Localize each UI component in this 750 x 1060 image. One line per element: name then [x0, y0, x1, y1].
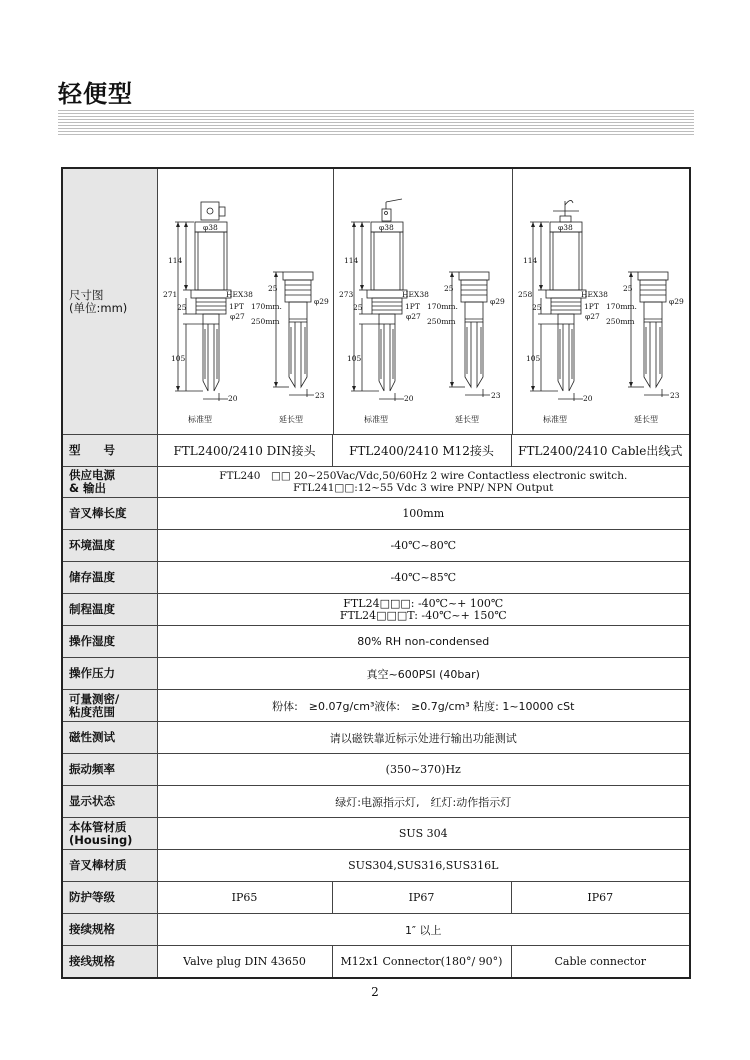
row-label: 制程温度	[62, 594, 157, 626]
model-cell: FTL2400/2410 M12接头	[332, 435, 511, 467]
dim-1pt: 1PT	[228, 302, 244, 311]
dim-width-20: 20	[403, 394, 414, 403]
head-m12	[382, 199, 402, 221]
row-value	[157, 467, 690, 498]
row-ambient-temp	[62, 530, 690, 562]
process-line-1: FTL24□□□: -40℃~+ 100℃	[343, 596, 504, 610]
page-title: 轻便型	[58, 80, 133, 108]
power-line-2: FTL241□□:12~55 Vdc 3 wire PNP/ NPN Output	[293, 482, 554, 494]
model-cell: FTL2400/2410 Cable出线式	[511, 435, 690, 467]
dim-diameter-29: φ29	[668, 297, 684, 306]
dim-diameter-29: φ29	[313, 297, 329, 306]
dim-diameter-27: φ27	[584, 312, 600, 321]
dim-1pt: 1PT	[583, 302, 599, 311]
page-number: 2	[371, 985, 379, 999]
row-label: 接线规格	[62, 946, 157, 978]
row-dimension-drawing	[62, 168, 690, 435]
dim-114: 114	[167, 256, 182, 265]
row-value	[157, 594, 690, 626]
row-label: 操作压力	[62, 658, 157, 690]
dim-total-height: 258	[517, 290, 532, 299]
dim-diameter-27: φ27	[229, 312, 245, 321]
dim-length-250: 250mm	[250, 317, 280, 326]
row-label: 音叉棒长度	[62, 498, 157, 530]
row-value: 请以磁铁靠近标示处进行输出功能测试	[157, 722, 690, 754]
caption-standard: 标准型	[542, 415, 567, 424]
row-value: 粉体: ≥0.07g/cm³液体: ≥0.7g/cm³ 粘度: 1~10000 cSt	[157, 690, 690, 722]
dim-25-ext: 25	[622, 284, 633, 293]
dim-114: 114	[522, 256, 537, 265]
row-label: 操作湿度	[62, 626, 157, 658]
row-value: 1″ 以上	[157, 914, 690, 946]
head-cable	[553, 200, 579, 222]
row-pressure	[62, 658, 690, 690]
dim-105: 105	[525, 354, 540, 363]
row-label: 振动频率	[62, 754, 157, 786]
row-label: 供应电源 & 输出	[62, 467, 157, 498]
dim-25: 25	[176, 303, 187, 312]
row-value: -40℃~85℃	[157, 562, 690, 594]
row-connection-size	[62, 914, 690, 946]
row-frequency	[62, 754, 690, 786]
row-indicator	[62, 786, 690, 818]
row-label: 防护等级	[62, 882, 157, 914]
process-line-2: FTL24□□□T: -40℃~+ 150℃	[339, 608, 507, 622]
caption-extended: 延长型	[278, 415, 303, 424]
row-value: 100mm	[157, 498, 690, 530]
protection-cell: IP67	[332, 882, 511, 914]
sensor-dimension-drawing	[158, 169, 336, 434]
dim-length-250: 250mm	[426, 317, 456, 326]
row-label: 磁性测试	[62, 722, 157, 754]
dim-25-ext: 25	[443, 284, 454, 293]
row-label: 储存温度	[62, 562, 157, 594]
drawing-cell	[157, 168, 690, 435]
spec-table	[61, 167, 691, 979]
dim-total-height: 273	[338, 290, 353, 299]
wiring-cell: Valve plug DIN 43650	[157, 946, 332, 978]
row-value: 真空~600PSI (40bar)	[157, 658, 690, 690]
wiring-cell: Cable connector	[511, 946, 690, 978]
caption-extended: 延长型	[633, 415, 658, 424]
model-cell: FTL2400/2410 DIN接头	[157, 435, 332, 467]
row-magnet-test	[62, 722, 690, 754]
row-protection	[62, 882, 690, 914]
sensor-dimension-drawing	[513, 169, 691, 434]
row-storage-temp	[62, 562, 690, 594]
row-label: 型 号	[62, 435, 157, 467]
dim-25-ext: 25	[267, 284, 278, 293]
title-stripe-divider	[58, 110, 694, 138]
dim-diameter-27: φ27	[405, 312, 421, 321]
row-model	[62, 435, 690, 467]
caption-extended: 延长型	[454, 415, 479, 424]
row-label: 可量测密/ 粘度范围	[62, 690, 157, 722]
row-value: (350~370)Hz	[157, 754, 690, 786]
power-line-1: FTL240 □□ 20~250Vac/Vdc,50/60Hz 2 wire Contactless electronic switch.	[219, 470, 628, 482]
row-value: SUS 304	[157, 818, 690, 850]
dim-105: 105	[170, 354, 185, 363]
dim-1pt: 1PT	[404, 302, 420, 311]
dim-length-170: 170mm.	[250, 302, 282, 311]
dim-hex38: HEX38	[580, 290, 608, 299]
row-value: 绿灯:电源指示灯, 红灯:动作指示灯	[157, 786, 690, 818]
row-value: -40℃~80℃	[157, 530, 690, 562]
dim-diameter-38: φ38	[202, 223, 218, 232]
row-label: 环境温度	[62, 530, 157, 562]
row-humidity	[62, 626, 690, 658]
caption-standard: 标准型	[187, 415, 212, 424]
drawing-variant-cable	[513, 169, 691, 434]
dim-25: 25	[531, 303, 542, 312]
protection-cell: IP65	[157, 882, 332, 914]
dim-width-20: 20	[227, 394, 238, 403]
dim-hex38: HEX38	[225, 290, 253, 299]
dim-width-23: 23	[490, 391, 501, 400]
dim-width-20: 20	[582, 394, 593, 403]
dim-diameter-38: φ38	[557, 223, 573, 232]
row-label: 音叉棒材质	[62, 850, 157, 882]
row-density	[62, 690, 690, 722]
caption-standard: 标准型	[363, 415, 388, 424]
row-fork-material	[62, 850, 690, 882]
dim-hex38: HEX38	[401, 290, 429, 299]
drawing-variant-din	[158, 169, 334, 434]
dim-diameter-29: φ29	[489, 297, 505, 306]
sensor-dimension-drawing	[334, 169, 512, 434]
row-fork-length	[62, 498, 690, 530]
dim-length-250: 250mm	[605, 317, 635, 326]
wiring-cell: M12x1 Connector(180°/ 90°)	[332, 946, 511, 978]
dim-total-height: 271	[162, 290, 177, 299]
row-label: 本体管材质 (Housing)	[62, 818, 157, 850]
row-label: 显示状态	[62, 786, 157, 818]
row-label: 尺寸图 (单位:mm)	[62, 168, 157, 435]
protection-cell: IP67	[511, 882, 690, 914]
dim-length-170: 170mm.	[605, 302, 637, 311]
row-wiring	[62, 946, 690, 978]
dim-length-170: 170mm.	[426, 302, 458, 311]
row-value: SUS304,SUS316,SUS316L	[157, 850, 690, 882]
row-housing	[62, 818, 690, 850]
row-process-temp	[62, 594, 690, 626]
row-label: 接续规格	[62, 914, 157, 946]
dim-105: 105	[346, 354, 361, 363]
row-value: 80% RH non-condensed	[157, 626, 690, 658]
drawing-variant-m12	[334, 169, 513, 434]
dim-25: 25	[352, 303, 363, 312]
dim-width-23: 23	[314, 391, 325, 400]
dim-diameter-38: φ38	[378, 223, 394, 232]
dim-width-23: 23	[669, 391, 680, 400]
dim-114: 114	[343, 256, 358, 265]
row-power-supply	[62, 467, 690, 498]
head-din	[201, 202, 225, 220]
